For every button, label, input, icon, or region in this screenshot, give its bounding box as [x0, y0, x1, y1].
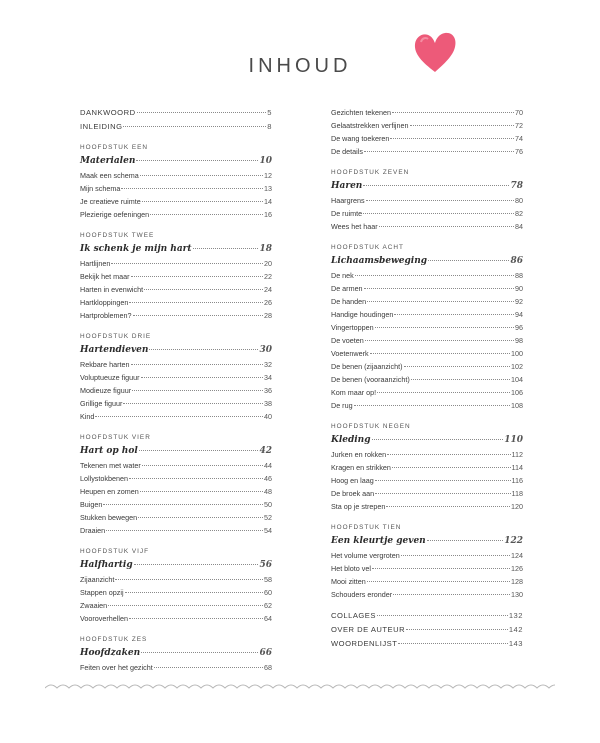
- dot-leader: [406, 629, 508, 630]
- toc-entry[interactable]: [331, 282, 523, 295]
- toc-page-number: 60: [264, 588, 272, 597]
- toc-entry-label: Wees het haar: [331, 222, 378, 231]
- chapter-heading: HOOFDSTUK ACHT: [331, 244, 404, 251]
- dot-leader: [154, 667, 263, 668]
- toc-page-number: 58: [264, 575, 272, 584]
- toc-entry-label: De benen (vooraanzicht): [331, 375, 410, 384]
- toc-entry-label: Het bloto vel: [331, 564, 371, 573]
- toc-entry-label: Modieuze figuur: [80, 386, 132, 395]
- toc-entry[interactable]: [331, 399, 523, 412]
- toc-entry[interactable]: [331, 373, 523, 386]
- toc-entry-label: Hoog en laag: [331, 476, 374, 485]
- chapter-heading: HOOFDSTUK ZES: [80, 636, 148, 643]
- dot-leader: [372, 439, 504, 440]
- toc-page-number: 98: [515, 336, 523, 345]
- toc-entry[interactable]: [80, 195, 272, 208]
- toc-entry[interactable]: [331, 448, 523, 461]
- dot-leader: [95, 416, 263, 417]
- toc-entry-label: De nek: [331, 271, 354, 280]
- toc-entry-label: Materialen: [80, 156, 136, 166]
- toc-entry-label: Stappen opzij: [80, 588, 124, 597]
- toc-section-title[interactable]: [331, 433, 523, 448]
- heart-icon: [412, 30, 458, 74]
- toc-entry-label: Ik schenk je mijn hart: [80, 244, 192, 254]
- toc-entry-label: Grillige figuur: [80, 399, 123, 408]
- toc-entry-label: De wang toekeren: [331, 134, 390, 143]
- toc-entry[interactable]: [80, 397, 272, 410]
- toc-page-number: 8: [267, 122, 272, 131]
- toc-entry-label: Jurken en rokken: [331, 450, 387, 459]
- toc-entry-label: Vooroverhellen: [80, 614, 128, 623]
- dot-leader: [193, 248, 259, 249]
- toc-entry-label: Hartproblemen?: [80, 311, 132, 320]
- chapter-heading: HOOFDSTUK DRIE: [80, 333, 152, 340]
- toc-page-number: 18: [259, 244, 272, 254]
- toc-page-number: 90: [515, 284, 523, 293]
- toc-entry-label: Buigen: [80, 500, 103, 509]
- chapter-heading: HOOFDSTUK ZEVEN: [331, 169, 410, 176]
- dot-leader: [149, 349, 258, 350]
- toc-page-number: 56: [259, 560, 272, 570]
- toc-page-number: 74: [515, 134, 523, 143]
- toc-page-number: 32: [264, 360, 272, 369]
- toc-entry[interactable]: [331, 220, 523, 233]
- toc-entry-label: Bekijk het maar: [80, 272, 130, 281]
- toc-entry-label: Handige houdingen: [331, 310, 394, 319]
- dot-leader: [129, 478, 263, 479]
- dot-leader: [365, 340, 514, 341]
- dot-leader: [121, 188, 263, 189]
- toc-page-number: 80: [515, 196, 523, 205]
- toc-page-number: 143: [508, 639, 523, 648]
- dot-leader: [111, 263, 263, 264]
- toc-page-number: 100: [511, 349, 523, 358]
- dot-leader: [133, 315, 263, 316]
- toc-entry-label: Hartendieven: [80, 345, 149, 355]
- toc-entry-label: Halfhartig: [80, 560, 133, 570]
- toc-page-number: 14: [264, 197, 272, 206]
- toc-page-number: 96: [515, 323, 523, 332]
- chapter-heading: HOOFDSTUK TWEE: [80, 232, 155, 239]
- toc-entry[interactable]: [80, 309, 272, 322]
- toc-page-number: 24: [264, 285, 272, 294]
- dot-leader: [398, 643, 507, 644]
- dot-leader: [390, 138, 514, 139]
- dot-leader: [106, 530, 263, 531]
- toc-page-number: 82: [515, 209, 523, 218]
- chapter-heading: HOOFDSTUK VIER: [80, 434, 151, 441]
- toc-section-title[interactable]: [331, 534, 523, 549]
- toc-entry-label: WOORDENLIJST: [331, 639, 398, 648]
- toc-section-title[interactable]: [80, 558, 272, 573]
- toc-entry-label: Harten in evenwicht: [80, 285, 144, 294]
- toc-section-title[interactable]: [80, 444, 272, 459]
- dot-leader: [131, 276, 263, 277]
- toc-entry-label: Draaien: [80, 526, 106, 535]
- toc-entry[interactable]: [80, 612, 272, 625]
- toc-entry[interactable]: [331, 562, 523, 575]
- toc-page-number: 120: [511, 502, 523, 511]
- dot-leader: [129, 618, 263, 619]
- toc-page-number: 48: [264, 487, 272, 496]
- toc-right-column: [331, 106, 523, 651]
- toc-entry[interactable]: [331, 321, 523, 334]
- dot-leader: [140, 175, 263, 176]
- toc-main-entry[interactable]: [80, 106, 272, 120]
- toc-page-number: 5: [267, 108, 272, 117]
- toc-page-number: 106: [511, 388, 523, 397]
- toc-page-number: 92: [515, 297, 523, 306]
- toc-entry[interactable]: [331, 575, 523, 588]
- toc-page-number: 12: [264, 171, 272, 180]
- toc-entry-label: Kragen en strikken: [331, 463, 391, 472]
- toc-entry[interactable]: [331, 269, 523, 282]
- toc-page-number: 38: [264, 399, 272, 408]
- toc-page-number: 42: [259, 446, 272, 456]
- dot-leader: [428, 260, 509, 261]
- toc-entry[interactable]: [331, 145, 523, 158]
- toc-page-number: 16: [264, 210, 272, 219]
- dot-leader: [139, 450, 259, 451]
- toc-section-title[interactable]: [80, 154, 272, 169]
- toc-entry[interactable]: [331, 207, 523, 220]
- toc-entry[interactable]: [331, 334, 523, 347]
- dot-leader: [131, 364, 263, 365]
- toc-entry[interactable]: [80, 296, 272, 309]
- toc-page-number: 70: [515, 108, 523, 117]
- toc-entry-label: Haren: [331, 181, 363, 191]
- dot-leader: [377, 392, 510, 393]
- spacer: [331, 601, 523, 609]
- toc-page-number: 130: [511, 590, 523, 599]
- dot-leader: [367, 581, 510, 582]
- toc-entry-label: Hartlijnen: [80, 259, 111, 268]
- toc-entry-label: Je creatieve ruimte: [80, 197, 141, 206]
- dot-leader: [375, 480, 511, 481]
- toc-entry[interactable]: [80, 257, 272, 270]
- dot-leader: [364, 288, 514, 289]
- toc-entry[interactable]: [331, 308, 523, 321]
- toc-entry-label: Plezierige oefeningen: [80, 210, 150, 219]
- toc-page-number: 13: [264, 184, 272, 193]
- toc-page-number: 30: [259, 345, 272, 355]
- dot-leader: [115, 579, 263, 580]
- toc-page-number: 68: [264, 663, 272, 672]
- toc-page-number: 94: [515, 310, 523, 319]
- toc-entry[interactable]: [331, 588, 523, 601]
- dot-leader: [370, 353, 510, 354]
- dot-leader: [394, 314, 514, 315]
- toc-entry[interactable]: [80, 208, 272, 221]
- toc-entry-label: OVER DE AUTEUR: [331, 625, 406, 634]
- toc-page-number: 84: [515, 222, 523, 231]
- toc-entry-label: Mijn schema: [80, 184, 121, 193]
- toc-entry[interactable]: [331, 461, 523, 474]
- dot-leader: [379, 226, 514, 227]
- chapter-heading: HOOFDSTUK NEGEN: [331, 423, 411, 430]
- toc-entry[interactable]: [80, 472, 272, 485]
- dot-leader: [108, 605, 263, 606]
- dot-leader: [123, 403, 263, 404]
- toc-entry[interactable]: [331, 500, 523, 513]
- toc-page-number: 88: [515, 271, 523, 280]
- toc-entry-label: Lollystokbenen: [80, 474, 128, 483]
- toc-entry-label: Zwaaien: [80, 601, 108, 610]
- toc-page-number: 110: [504, 435, 523, 445]
- dot-leader: [392, 112, 514, 113]
- toc-entry-label: Haargrens: [331, 196, 365, 205]
- toc-entry-label: Feiten over het gezicht: [80, 663, 153, 672]
- toc-entry[interactable]: [80, 485, 272, 498]
- toc-entry[interactable]: [80, 384, 272, 397]
- toc-entry-label: Voluptueuze figuur: [80, 373, 140, 382]
- toc-entry[interactable]: [331, 194, 523, 207]
- toc-main-entry[interactable]: [331, 623, 523, 637]
- toc-entry[interactable]: [331, 106, 523, 119]
- toc-page-number: 62: [264, 601, 272, 610]
- toc-entry-label: Sta op je strepen: [331, 502, 386, 511]
- toc-main-entry[interactable]: [331, 637, 523, 651]
- toc-page-number: 40: [264, 412, 272, 421]
- toc-page-number: 86: [510, 256, 523, 266]
- toc-entry-label: Het volume vergroten: [331, 551, 400, 560]
- toc-entry-label: Zijaanzicht: [80, 575, 115, 584]
- dot-leader: [142, 201, 263, 202]
- toc-entry-label: Schouders eronder: [331, 590, 393, 599]
- toc-entry-label: Hoofdzaken: [80, 648, 141, 658]
- dot-leader: [387, 454, 510, 455]
- dot-leader: [392, 467, 511, 468]
- toc-entry-label: Tekenen met water: [80, 461, 141, 470]
- toc-entry-label: Mooi zitten: [331, 577, 366, 586]
- dot-leader: [386, 506, 510, 507]
- toc-page-number: 34: [264, 373, 272, 382]
- toc-entry-label: Kleding: [331, 435, 371, 445]
- toc-section-title[interactable]: [80, 343, 272, 358]
- toc-page-number: 50: [264, 500, 272, 509]
- toc-page-number: 108: [511, 401, 523, 410]
- toc-entry-label: De handen: [331, 297, 367, 306]
- chapter-heading: HOOFDSTUK EEN: [80, 144, 149, 151]
- toc-page-number: 10: [259, 156, 272, 166]
- dot-leader: [404, 366, 510, 367]
- heart-shape: [415, 33, 456, 72]
- toc-entry-label: Heupen en zomen: [80, 487, 139, 496]
- toc-entry[interactable]: [331, 132, 523, 145]
- toc-entry-label: Voetenwerk: [331, 349, 369, 358]
- dot-leader: [138, 517, 263, 518]
- chapter-heading: HOOFDSTUK VIJF: [80, 548, 150, 555]
- toc-page-number: 116: [511, 476, 523, 485]
- toc-entry-label: Kind: [80, 412, 95, 421]
- dot-leader: [366, 200, 514, 201]
- toc-page-number: 78: [510, 181, 523, 191]
- dot-leader: [401, 555, 510, 556]
- toc-page-number: 44: [264, 461, 272, 470]
- toc-page-number: 112: [511, 450, 523, 459]
- toc-entry[interactable]: [80, 410, 272, 423]
- dot-leader: [355, 275, 514, 276]
- dot-leader: [410, 125, 514, 126]
- toc-entry[interactable]: [80, 459, 272, 472]
- toc-entry[interactable]: [331, 487, 523, 500]
- dot-leader: [141, 652, 258, 653]
- toc-entry[interactable]: [80, 182, 272, 195]
- toc-page-number: 122: [504, 536, 523, 546]
- scalloped-border: [45, 682, 555, 692]
- toc-page-number: 102: [511, 362, 523, 371]
- toc-entry-label: COLLAGES: [331, 611, 376, 620]
- toc-entry[interactable]: [80, 511, 272, 524]
- toc-entry[interactable]: [331, 474, 523, 487]
- dot-leader: [364, 151, 514, 152]
- toc-page-number: 36: [264, 386, 272, 395]
- dot-leader: [377, 615, 508, 616]
- dot-leader: [129, 302, 263, 303]
- toc-entry-label: De voeten: [331, 336, 364, 345]
- toc-main-entry[interactable]: [80, 120, 272, 134]
- toc-entry[interactable]: [80, 270, 272, 283]
- dot-leader: [123, 126, 266, 127]
- toc-entry[interactable]: [331, 347, 523, 360]
- toc-entry-label: De broek aan: [331, 489, 375, 498]
- toc-entry-label: De benen (zijaanzicht): [331, 362, 403, 371]
- toc-page-number: 46: [264, 474, 272, 483]
- toc-entry-label: De rug: [331, 401, 353, 410]
- toc-page-number: 28: [264, 311, 272, 320]
- toc-entry[interactable]: [80, 498, 272, 511]
- toc-entry-label: Maak een schema: [80, 171, 139, 180]
- dot-leader: [367, 301, 514, 302]
- toc-entry-label: Hartkloppingen: [80, 298, 129, 307]
- toc-page-number: 76: [515, 147, 523, 156]
- toc-entry[interactable]: [80, 169, 272, 182]
- dot-leader: [150, 214, 263, 215]
- toc-entry[interactable]: [80, 599, 272, 612]
- toc-page-number: 126: [511, 564, 523, 573]
- toc-entry-label: Gelaatstrekken verfijnen: [331, 121, 409, 130]
- toc-main-entry[interactable]: [331, 609, 523, 623]
- toc-page-number: 114: [511, 463, 523, 472]
- dot-leader: [125, 592, 263, 593]
- toc-section-title[interactable]: [80, 242, 272, 257]
- dot-leader: [103, 504, 263, 505]
- toc-entry-label: Gezichten tekenen: [331, 108, 391, 117]
- dot-leader: [363, 185, 509, 186]
- dot-leader: [142, 465, 263, 466]
- toc-entry[interactable]: [331, 119, 523, 132]
- toc-entry-label: Hart op hol: [80, 446, 138, 456]
- toc-section-title[interactable]: [80, 646, 272, 661]
- toc-left-column: [80, 106, 272, 674]
- toc-entry[interactable]: [80, 358, 272, 371]
- toc-page-number: 142: [508, 625, 523, 634]
- toc-entry-label: Kom maar op!: [331, 388, 377, 397]
- dot-leader: [427, 540, 503, 541]
- dot-leader: [136, 160, 258, 161]
- toc-entry-label: INLEIDING: [80, 122, 123, 131]
- toc-entry-label: Rekbare harten: [80, 360, 130, 369]
- toc-entry[interactable]: [80, 524, 272, 537]
- dot-leader: [411, 379, 510, 380]
- toc-page-number: 64: [264, 614, 272, 623]
- toc-entry-label: Vingertoppen: [331, 323, 374, 332]
- toc-entry-label: De ruimte: [331, 209, 363, 218]
- toc-entry[interactable]: [80, 573, 272, 586]
- toc-section-title[interactable]: [331, 179, 523, 194]
- dot-leader: [354, 405, 510, 406]
- toc-entry[interactable]: [331, 386, 523, 399]
- dot-leader: [372, 568, 510, 569]
- toc-entry[interactable]: [331, 360, 523, 373]
- toc-entry[interactable]: [80, 371, 272, 384]
- toc-entry-label: DANKWOORD: [80, 108, 136, 117]
- dot-leader: [375, 327, 514, 328]
- dot-leader: [363, 213, 514, 214]
- toc-entry-label: Een kleurtje geven: [331, 536, 426, 546]
- toc-page-number: 124: [511, 551, 523, 560]
- dot-leader: [137, 112, 267, 113]
- dot-leader: [375, 493, 510, 494]
- toc-page-number: 132: [508, 611, 523, 620]
- toc-entry[interactable]: [80, 661, 272, 674]
- toc-entry-label: De armen: [331, 284, 363, 293]
- chapter-heading: HOOFDSTUK TIEN: [331, 524, 402, 531]
- toc-page-number: 72: [515, 121, 523, 130]
- toc-section-title[interactable]: [331, 254, 523, 269]
- dot-leader: [393, 594, 510, 595]
- toc-page-number: 66: [259, 648, 272, 658]
- dot-leader: [132, 390, 263, 391]
- toc-page-number: 54: [264, 526, 272, 535]
- toc-page-number: 20: [264, 259, 272, 268]
- toc-entry[interactable]: [80, 283, 272, 296]
- dot-leader: [140, 491, 263, 492]
- toc-entry-label: Lichaamsbeweging: [331, 256, 428, 266]
- toc-entry-label: De details: [331, 147, 363, 156]
- toc-page-number: 104: [511, 375, 523, 384]
- toc-entry[interactable]: [331, 295, 523, 308]
- page-title: INHOUD: [248, 55, 352, 77]
- dot-leader: [141, 377, 263, 378]
- toc-page-number: 128: [511, 577, 523, 586]
- toc-entry[interactable]: [331, 549, 523, 562]
- toc-entry-label: Stukken bewegen: [80, 513, 138, 522]
- toc-page-number: 22: [264, 272, 272, 281]
- dot-leader: [144, 289, 263, 290]
- dot-leader: [134, 564, 259, 565]
- toc-entry[interactable]: [80, 586, 272, 599]
- toc-page-number: 26: [264, 298, 272, 307]
- toc-page-number: 52: [264, 513, 272, 522]
- toc-page-number: 118: [511, 489, 523, 498]
